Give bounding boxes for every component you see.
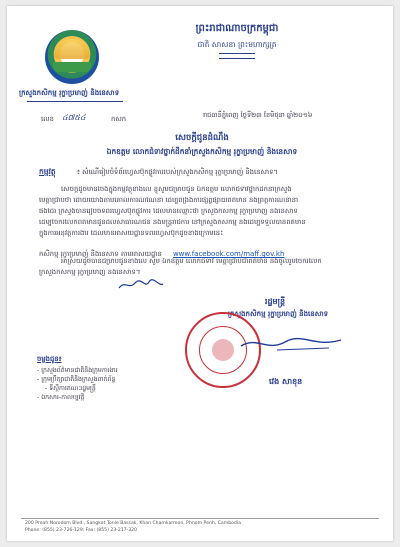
cc-label: ចម្លងជូន៖ (37, 355, 62, 363)
body-line: មេត្តាជ្រាបថា ដោយយោងតាមគោលការណ៍ណែនាំ ដើម្បីពង្រឹងការផ្សព្វផ្សាយព័ត៌មាន និងព្រឹត្តិការណ៍នានា (39, 197, 299, 204)
footer-contact: Phone: (855) 23-726-129; Fax: (855) 23-217-320 (25, 528, 138, 533)
minister-signature (237, 328, 347, 358)
body-line: ផងដែរ ក្រសួងបានរៀបចំទំព័រហ្វេសប៊ុកផ្លូវការ ដែលមានឈ្មោះថា ក្រសួងកសិកម្ម រុក្ខាប្រមាញ់ និងនេសាទ (39, 208, 298, 215)
subject-text: ៖ សំណើរៀបចំទំព័រហ្វេសប៊ុកផ្លូវការរបស់ក្រសួងកសិកម្ម រុក្ខាប្រមាញ់ និងនេសាទ។ (77, 168, 278, 176)
body-line: កសិកម្ម រុក្ខាប្រមាញ់ និងនេសាទ តាមអាសយដ្ឋាន (39, 250, 162, 258)
emblem-ground (53, 62, 91, 72)
ministry-name: ក្រសួងកសិកម្ម រុក្ខាប្រមាញ់ និងនេសាទ (19, 89, 120, 97)
body-line: ក្នុងការអនុវត្តការងារ ដែលមានអាសយដ្ឋានទំព័រហ្វេសប៊ុកដូចខាងក្រោមនេះ (39, 230, 224, 237)
signer-name: វេង សាខុន (269, 377, 303, 386)
signer-title: រដ្ឋមន្ត្រី (264, 297, 286, 306)
cc-item: - ទីស្តីការគណៈរដ្ឋមន្ត្រី (45, 385, 96, 392)
addressee-line: ឯកឧត្តម លោកជំទាវថ្នាក់ដឹកនាំក្រសួងកសិកម្ម រុក្ខាប្រមាញ់ និងនេសាទ (106, 147, 298, 156)
notice-title: សេចក្តីជូនដំណឹង (175, 133, 229, 143)
footer-rule (21, 518, 379, 519)
motto-ornament (219, 53, 255, 59)
body-line: អាស្រ័យដូចបានជម្រាបជូនខាងលើ សូម ឯកឧត្តម លោកជំទាវ មេត្តាជ្រាបជាព័ត៌មាន និងចូលរួមចែករំលែក (61, 258, 322, 265)
ref-number: ៤៧៥៤ (62, 113, 86, 122)
cc-item: - ក្រសួងព័ត៌មានជាតិនិងក្រុមការងារ (37, 367, 118, 374)
cc-item: - ក្រុមប្រឹក្សាជាតិនិងក្រសួងពាក់ព័ន្ធ (37, 376, 116, 383)
cc-item: - ឯកសារ-កាលប្បវត្តិ (37, 394, 85, 401)
ministry-underline (27, 101, 123, 102)
body-paragraph-2 (39, 258, 369, 280)
facebook-link[interactable]: www.facebook.com/maff.gov.kh (172, 250, 285, 258)
document-page (7, 6, 393, 541)
cc-list (37, 368, 187, 404)
footer-address: 200 Preah Norodom Blvd., Sangkat Tonle Bassak, Khan Chamkarmon, Phnom Penh, Cambodia (25, 521, 241, 526)
body-paragraph-1 (39, 186, 369, 258)
date-line: រាជធានីភ្នំពេញ ថ្ងៃទី២៣ ខែមិថុនា ឆ្នាំ២០១៦ (203, 111, 313, 119)
body-line: ក្រសួងកសិកម្ម រុក្ខាប្រមាញ់ និងនេសាទ។ (39, 269, 141, 276)
official-stamp-emblem (212, 339, 234, 361)
body-line: សេចក្តីដូចមានចែងក្នុងកម្មវត្ថុខាងលើ ខ្ញុំសូមជម្រាបជូន ឯកឧត្តម លោកជំទាវថ្នាក់ដឹកនាំក្រសួង (61, 186, 292, 193)
signer-ministry: ក្រសួងកសិកម្ម រុក្ខាប្រមាញ់ និងនេសាទ (227, 310, 329, 318)
kingdom-motto: ជាតិ សាសនា ព្រះមហាក្សត្រ (197, 40, 277, 49)
subject-label: កម្មវត្ថុ (39, 167, 56, 176)
kingdom-title: ព្រះរាជាណាចក្រកម្ពុជា (195, 23, 279, 34)
body-line: ដើម្បីចែករំលែកព័ត៌មានជូនដល់សាធារណជន និងមន្ត្រីរាជការ នៅក្រសួងកសិកម្ម និងដើម្បីទទួលបានព័ត៌មាន (39, 219, 306, 226)
initials-signature (117, 278, 165, 292)
ref-suffix: កសក (111, 115, 127, 123)
ref-label: លេខ (41, 115, 54, 123)
